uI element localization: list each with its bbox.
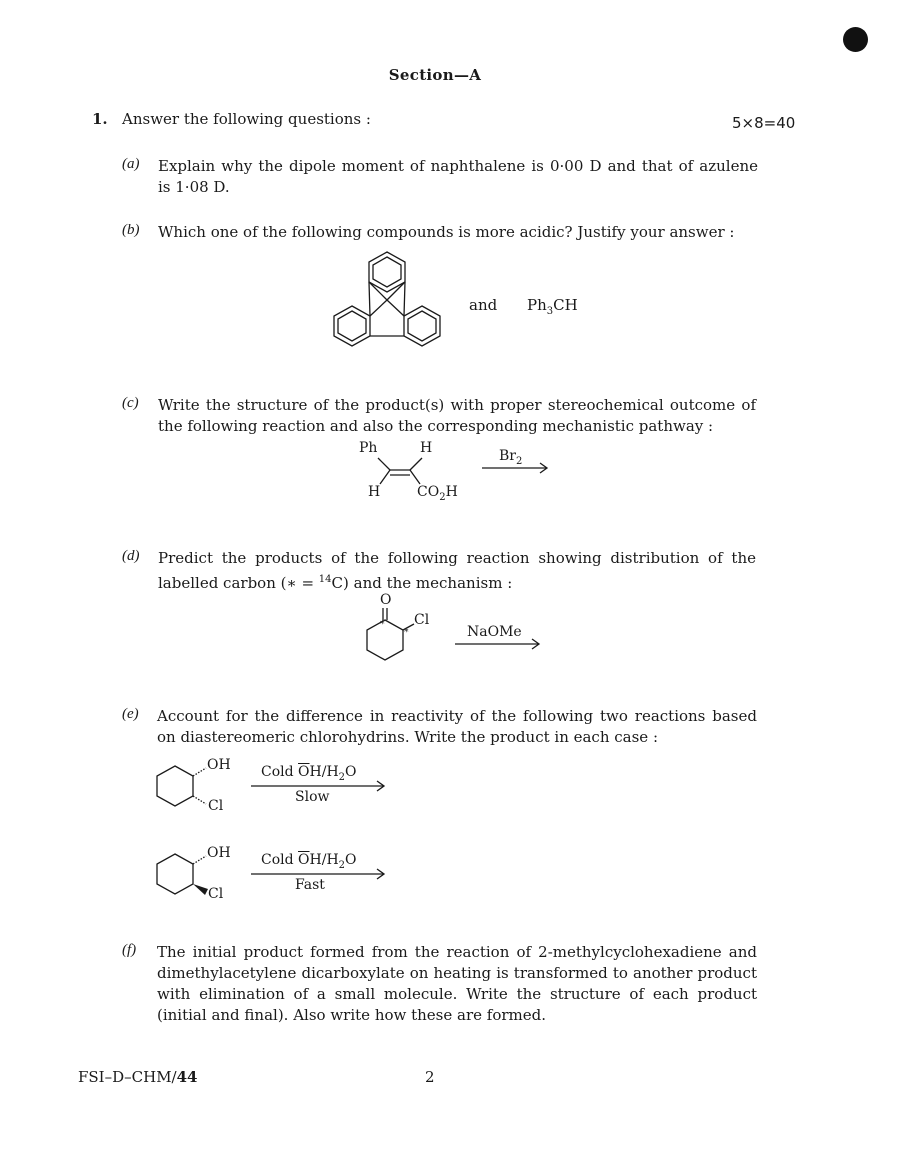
part-e-reagent-1: Cold $\overline{O}H/H_2O$ bbox=[261, 764, 357, 783]
part-b-and: and bbox=[469, 296, 498, 314]
part-c-ph: Ph bbox=[359, 440, 378, 456]
question-prompt: Answer the following questions : bbox=[122, 110, 371, 128]
part-e-oh-1: OH bbox=[207, 757, 231, 773]
part-d-star-2: * bbox=[404, 628, 409, 638]
part-d-star-1: * bbox=[380, 620, 385, 630]
part-f-text: The initial product formed from the reaction of 2-methylcyclohexadiene and dimethylacetylene dicarboxylate on heating is transformed to another product with elimination of a small molecule. Write the structure of each product (initial and final). Also write how these are formed. bbox=[157, 943, 757, 1024]
part-e-fast: Fast bbox=[295, 877, 325, 893]
part-c-reagent: $Br_2$ bbox=[499, 448, 523, 467]
part-e-label: (e) bbox=[122, 706, 139, 722]
question-number: 1. bbox=[92, 110, 108, 128]
part-e-cl-2: Cl bbox=[208, 886, 224, 902]
part-d-chlorine: Cl bbox=[414, 612, 430, 628]
part-d-reagent: NaOMe bbox=[467, 624, 522, 640]
part-d-oxygen: O bbox=[380, 592, 392, 608]
page-number: 2 bbox=[425, 1068, 435, 1086]
part-d-text: Predict the products of the following reaction showing distribution of the labelled carbon (∗ = $^{14}$C) and the mechanism : bbox=[158, 549, 756, 592]
part-f-label: (f) bbox=[122, 942, 137, 958]
part-e-reagent-2: Cold $\overline{O}H/H_2O$ bbox=[261, 852, 357, 871]
part-d-label: (d) bbox=[122, 548, 140, 564]
part-c-label: (c) bbox=[122, 395, 139, 411]
question-marks: 5×8=40 bbox=[732, 114, 796, 132]
part-c-h-top: H bbox=[420, 440, 433, 456]
part-b-text: Which one of the following compounds is more acidic? Justify your answer : bbox=[158, 223, 735, 241]
part-e-oh-2: OH bbox=[207, 845, 231, 861]
paper-code: FSI–D–CHM/44 bbox=[78, 1068, 198, 1086]
part-c-co2h: $CO_2H$ bbox=[417, 484, 458, 503]
section-title: Section—A bbox=[388, 66, 482, 84]
part-b-compound2: $Ph_3CH$ bbox=[527, 296, 578, 317]
part-a-text: Explain why the dipole moment of naphthalene is 0·00 D and that of azulene is 1·08 D. bbox=[158, 157, 758, 196]
part-e-text: Account for the difference in reactivity of the following two reactions based on diastereomeric chlorohydrins. Write the product in each case : bbox=[157, 707, 757, 746]
part-a-label: (a) bbox=[122, 156, 140, 172]
part-e-cl-1: Cl bbox=[208, 798, 224, 814]
part-e-slow: Slow bbox=[295, 789, 330, 805]
part-c-h-bottom: H bbox=[368, 484, 381, 500]
part-c-text: Write the structure of the product(s) with proper stereochemical outcome of the following reaction and also the corresponding mechanistic pathway : bbox=[158, 396, 756, 435]
part-b-label: (b) bbox=[122, 222, 140, 238]
